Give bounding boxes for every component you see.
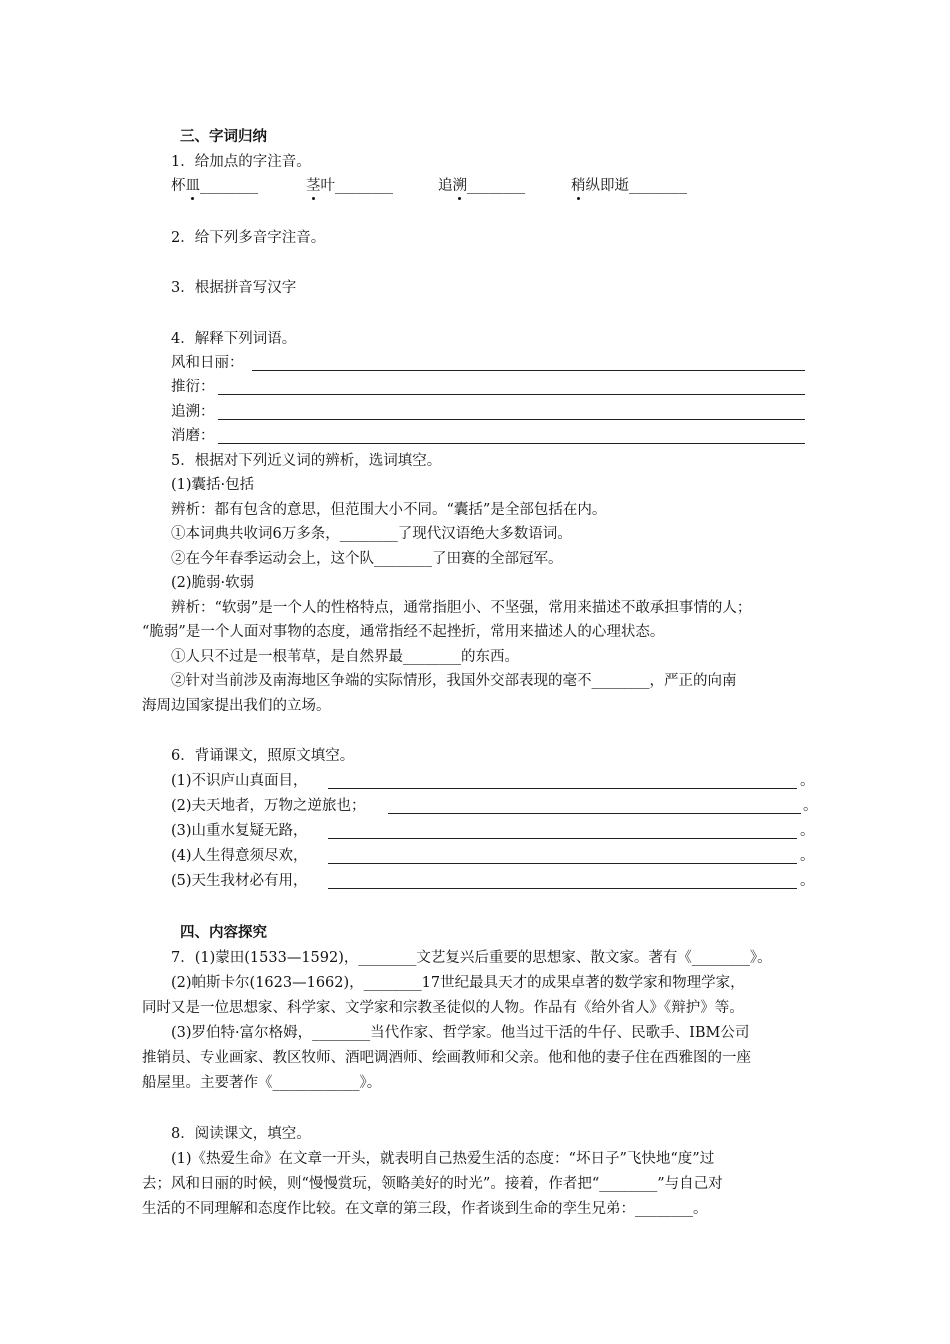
q5-pair2-sentence2a: ②针对当前涉及南海地区争端的实际情形，我国外交部表现的毫不________，严正的向南 (171, 673, 737, 689)
q5-pair1-analysis: 辨析：都有包含的意思，但范围大小不同。“囊括”是全部包括在内。 (171, 502, 607, 518)
q6-answer-line-5[interactable] (328, 888, 797, 889)
q1-item-3: 追溯________ (438, 178, 525, 194)
q5-pair2-sentence2b: 海周边国家提出我们的立场。 (142, 698, 331, 714)
q6-answer-line-2[interactable] (388, 813, 801, 814)
q7-line-1: 7．(1)蒙田(1533—1592)，________文艺复兴后重要的思想家、散文家。著有《________》。 (171, 950, 772, 966)
q6-end-3: 。 (800, 823, 815, 839)
q5-pair1-title: (1)囊括·包括 (171, 477, 255, 493)
q6-answer-line-1[interactable] (328, 788, 797, 789)
q1-item-2: 茎叶________ (306, 178, 393, 194)
section3-heading: 三、字词归纳 (180, 129, 267, 145)
q7-line-2: (2)帕斯卡尔(1623—1662)，________17世纪最具天才的成果卓著的数学家和物理学家， (171, 975, 745, 991)
q6-end-1: 。 (800, 773, 815, 789)
q4-answer-line-4[interactable] (218, 443, 805, 444)
q5-pair2-analysis-b: “脆弱”是一个人面对事物的态度，通常指经不起挫折，常用来描述人的心理状态。 (142, 624, 665, 640)
q4-term-4: 消磨： (171, 428, 215, 444)
q6-end-2: 。 (803, 798, 818, 814)
dotted-char: 稍 (571, 178, 586, 194)
q4-term-1: 风和日丽： (171, 355, 244, 371)
q2-prompt: 2．给下列多音字注音。 (171, 230, 326, 246)
q4-answer-line-2[interactable] (218, 394, 805, 395)
q3-prompt: 3．根据拼音写汉字 (171, 280, 297, 296)
answer-blank[interactable]: ________ (629, 178, 687, 194)
answer-blank[interactable]: ________ (200, 178, 258, 194)
q4-answer-line-1[interactable] (252, 370, 805, 371)
q6-end-4: 。 (800, 848, 815, 864)
q6-item-3: (3)山重水复疑无路， (171, 823, 308, 839)
q8-line-2: 去；风和日丽的时候，则“慢慢赏玩，领略美好的时光”。接着，作者把“________”与自己对 (142, 1176, 723, 1192)
dotted-char: 茎 (306, 178, 321, 194)
q6-end-5: 。 (800, 873, 815, 889)
q8-line-3: 生活的不同理解和态度作比较。在文章的第三段，作者谈到生命的孪生兄弟：________。 (142, 1201, 708, 1217)
answer-blank[interactable]: ________ (335, 178, 393, 194)
dotted-char: 溯 (452, 178, 467, 194)
q8-line-1: (1)《热爱生命》在文章一开头，就表明自己热爱生活的态度：“坏日子”飞快地“度”过 (171, 1151, 715, 1167)
dotted-char: 皿 (185, 178, 200, 194)
q6-item-1: (1)不识庐山真面目， (171, 773, 308, 789)
q1-prompt: 1．给加点的字注音。 (171, 154, 311, 170)
q5-pair2-title: (2)脆弱·软弱 (171, 575, 255, 591)
q4-term-2: 推衍： (171, 379, 215, 395)
q6-item-5: (5)天生我材必有用， (171, 873, 308, 889)
q5-pair1-sentence2: ②在今年春季运动会上，这个队________了田赛的全部冠军。 (171, 551, 563, 567)
answer-blank[interactable]: ________ (467, 178, 525, 194)
q6-item-4: (4)人生得意须尽欢， (171, 848, 308, 864)
q5-pair2-analysis-a: 辨析：“软弱”是一个人的性格特点，通常指胆小、不坚强，常用来描述不敢承担事情的人； (171, 600, 752, 616)
q8-prompt: 8．阅读课文，填空。 (171, 1126, 311, 1142)
q7-line-6: 船屋里。主要著作《____________》。 (142, 1075, 382, 1091)
section4-heading: 四、内容探究 (180, 925, 267, 941)
q1-item-4: 稍纵即逝________ (571, 178, 687, 194)
q4-prompt: 4．解释下列词语。 (171, 331, 297, 347)
q6-prompt: 6．背诵课文，照原文填空。 (171, 748, 355, 764)
q5-pair2-sentence1: ①人只不过是一根苇草，是自然界最________的东西。 (171, 649, 519, 665)
q6-item-2: (2)夫天地者，万物之逆旅也； (171, 798, 366, 814)
q4-term-3: 追溯： (171, 404, 215, 420)
q7-line-4: (3)罗伯特·富尔格姆，________当代作家、哲学家。他当过干活的牛仔、民歌手、IBM公司 (171, 1025, 750, 1041)
q7-line-3: 同时又是一位思想家、科学家、文学家和宗教圣徒似的人物。作品有《给外省人》《辩护》等。 (142, 1000, 744, 1016)
q7-line-5: 推销员、专业画家、教区牧师、酒吧调酒师、绘画教师和父亲。他和他的妻子住在西雅图的一座 (142, 1050, 751, 1066)
q5-prompt: 5．根据对下列近义词的辨析，选词填空。 (171, 453, 442, 469)
q1-item-1: 杯皿________ (171, 178, 258, 194)
q6-answer-line-3[interactable] (328, 838, 797, 839)
q4-answer-line-3[interactable] (218, 419, 805, 420)
q6-answer-line-4[interactable] (328, 863, 797, 864)
q5-pair1-sentence1: ①本词典共收词6万多条，________了现代汉语绝大多数语词。 (171, 526, 572, 542)
